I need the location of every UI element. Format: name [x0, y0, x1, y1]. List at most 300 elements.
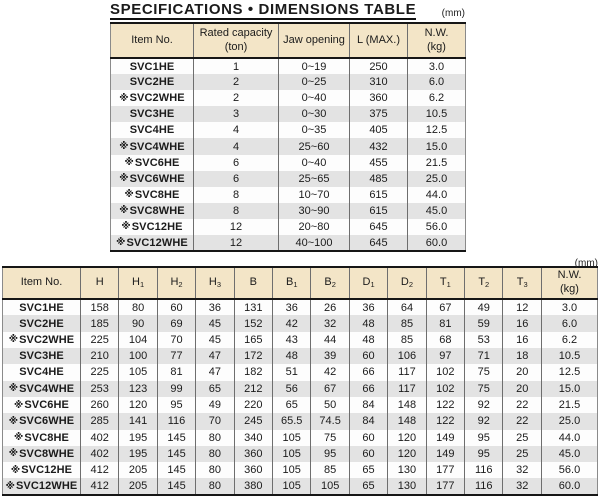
value-cell: 16: [503, 332, 542, 348]
value-cell: 212: [234, 381, 272, 397]
value-cell: 195: [119, 430, 157, 446]
value-cell: 4: [194, 138, 279, 154]
table-row-svc8he: [111, 187, 466, 203]
reference-mark-icon: ※: [124, 157, 134, 169]
value-cell: 104: [119, 332, 157, 348]
value-cell: 60: [157, 299, 195, 315]
value-cell: 141: [119, 413, 157, 429]
item-no-cell: ※SVC8WHE: [8, 447, 75, 460]
value-cell: 117: [388, 381, 426, 397]
reference-mark-icon: ※: [124, 189, 134, 201]
item-no-cell: ※SVC8HE: [124, 188, 180, 201]
value-cell: 47: [196, 348, 234, 364]
value-cell: 25~60: [279, 138, 350, 154]
value-cell: 25: [503, 446, 542, 462]
reference-mark-icon: ※: [14, 399, 24, 411]
value-cell: 65: [273, 397, 311, 413]
value-cell: 0~35: [279, 122, 350, 138]
value-cell: 60: [349, 430, 387, 446]
table-row-svc1he: [111, 58, 466, 74]
value-cell: 145: [157, 478, 195, 494]
value-cell: 75: [465, 381, 503, 397]
item-no-cell: ※SVC4WHE: [8, 382, 75, 395]
value-cell: 44: [311, 332, 349, 348]
reference-mark-icon: ※: [8, 415, 19, 427]
value-cell: 70: [157, 332, 195, 348]
value-cell: 102: [426, 381, 464, 397]
top-table-unit-label: (mm): [441, 8, 465, 19]
dimensions-table: [2, 266, 598, 496]
value-cell: 105: [119, 364, 157, 380]
value-cell: 92: [465, 413, 503, 429]
value-cell: 16: [503, 315, 542, 331]
page-title: SPECIFICATIONS • DIMENSIONS TABLE: [110, 1, 417, 18]
table-row-svc4whe: [111, 138, 466, 154]
value-cell: 15.0: [408, 138, 466, 154]
value-cell: 148: [388, 413, 426, 429]
value-cell: 0~25: [279, 74, 350, 90]
value-cell: 20: [503, 381, 542, 397]
table-row-svc8whe: [3, 446, 598, 462]
column-header-d1: $D_1$: [349, 267, 387, 299]
reference-mark-icon: ※: [121, 221, 131, 233]
item-no-cell: ※SVC6WHE: [119, 172, 185, 185]
value-cell: 102: [426, 364, 464, 380]
value-cell: 20: [503, 364, 542, 380]
reference-mark-icon: ※: [14, 432, 24, 444]
value-cell: 66: [349, 381, 387, 397]
value-cell: 81: [426, 315, 464, 331]
item-no-cell: ※SVC6WHE: [8, 415, 75, 428]
bottom-unit-row: [2, 253, 598, 270]
value-cell: 105: [273, 478, 311, 494]
value-cell: 8: [194, 187, 279, 203]
value-cell: 95: [157, 397, 195, 413]
value-cell: 85: [311, 462, 349, 478]
value-cell: 260: [81, 397, 119, 413]
value-cell: 85: [388, 332, 426, 348]
value-cell: 21.5: [408, 155, 466, 171]
value-cell: 80: [196, 462, 234, 478]
value-cell: 0~40: [279, 155, 350, 171]
value-cell: 66: [349, 364, 387, 380]
value-cell: 245: [234, 413, 272, 429]
value-cell: 10.5: [542, 348, 598, 364]
value-cell: 145: [157, 462, 195, 478]
column-header-rated-capacity: Rated capacity (ton): [194, 23, 279, 58]
value-cell: 77: [157, 348, 195, 364]
specifications-table: [110, 22, 466, 252]
reference-mark-icon: ※: [10, 464, 21, 476]
value-cell: 105: [273, 430, 311, 446]
value-cell: 30~90: [279, 203, 350, 219]
value-cell: 6.0: [408, 74, 466, 90]
value-cell: 116: [465, 462, 503, 478]
column-header-jaw-opening: Jaw opening: [279, 23, 350, 58]
column-header-nw: N.W. (kg): [408, 23, 466, 58]
value-cell: 205: [119, 478, 157, 494]
value-cell: 0~30: [279, 106, 350, 122]
value-cell: 3: [194, 106, 279, 122]
column-header-h: H: [81, 267, 119, 299]
bottom-table-unit-label: (mm): [574, 258, 598, 270]
value-cell: 56.0: [542, 462, 598, 478]
item-no-cell: ※SVC6HE: [124, 156, 180, 169]
value-cell: 116: [157, 413, 195, 429]
column-header-b2: $B_2$: [311, 267, 349, 299]
title-row: [110, 2, 465, 20]
value-cell: 645: [350, 235, 408, 251]
value-cell: 40~100: [279, 235, 350, 251]
value-cell: 12.5: [542, 364, 598, 380]
item-no-cell: ※SVC12HE: [10, 464, 73, 477]
column-header-h2: $H_2$: [157, 267, 195, 299]
value-cell: 74.5: [311, 413, 349, 429]
table-row-svc4whe: [3, 381, 598, 397]
value-cell: 45: [196, 315, 234, 331]
value-cell: 185: [81, 315, 119, 331]
column-header-b1: $B_1$: [273, 267, 311, 299]
reference-mark-icon: ※: [119, 205, 129, 217]
table-row-svc1he: [3, 299, 598, 315]
value-cell: 116: [465, 478, 503, 494]
table-row-svc6he: [3, 397, 598, 413]
value-cell: 32: [503, 462, 542, 478]
value-cell: 25~65: [279, 171, 350, 187]
value-cell: 225: [81, 332, 119, 348]
value-cell: 6.2: [408, 90, 466, 106]
value-cell: 205: [119, 462, 157, 478]
value-cell: 152: [234, 315, 272, 331]
value-cell: 145: [157, 446, 195, 462]
value-cell: 195: [119, 446, 157, 462]
table-row-svc2he: [111, 74, 466, 90]
value-cell: 51: [273, 364, 311, 380]
value-cell: 43: [273, 332, 311, 348]
item-no-cell: ※SVC8WHE: [119, 204, 185, 217]
item-no-cell: ※SVC2WHE: [8, 333, 75, 346]
value-cell: 360: [234, 446, 272, 462]
value-cell: 60: [349, 348, 387, 364]
value-cell: 165: [234, 332, 272, 348]
specifications-table-header: [111, 23, 466, 58]
value-cell: 285: [81, 413, 119, 429]
item-no-cell: SVC2HE: [129, 76, 175, 89]
dimensions-section: [2, 253, 598, 496]
value-cell: 44.0: [408, 187, 466, 203]
table-row-svc12whe: [3, 478, 598, 494]
reference-mark-icon: ※: [8, 448, 19, 460]
value-cell: 39: [311, 348, 349, 364]
value-cell: 45.0: [408, 203, 466, 219]
value-cell: 120: [119, 397, 157, 413]
item-no-cell: ※SVC4WHE: [119, 140, 185, 153]
value-cell: 6: [194, 171, 279, 187]
value-cell: 84: [349, 413, 387, 429]
value-cell: 432: [350, 138, 408, 154]
reference-mark-icon: ※: [116, 237, 126, 249]
value-cell: 47: [196, 364, 234, 380]
value-cell: 6: [194, 155, 279, 171]
value-cell: 3.0: [408, 58, 466, 74]
value-cell: 12: [503, 299, 542, 315]
column-header-h3: $H_3$: [196, 267, 234, 299]
column-header-t3: $T_3$: [503, 267, 542, 299]
table-row-svc4he: [111, 122, 466, 138]
item-no-cell: SVC1HE: [19, 301, 64, 314]
table-row-svc8whe: [111, 203, 466, 219]
value-cell: 120: [388, 446, 426, 462]
value-cell: 6.2: [542, 332, 598, 348]
value-cell: 455: [350, 155, 408, 171]
value-cell: 25: [503, 430, 542, 446]
value-cell: 148: [388, 397, 426, 413]
item-no-cell: ※SVC6HE: [14, 399, 69, 412]
value-cell: 48: [349, 315, 387, 331]
value-cell: 402: [81, 446, 119, 462]
value-cell: 49: [465, 299, 503, 315]
value-cell: 68: [426, 332, 464, 348]
value-cell: 12: [194, 219, 279, 235]
value-cell: 360: [234, 462, 272, 478]
dimensions-table-header: [3, 267, 598, 299]
value-cell: 48: [349, 332, 387, 348]
value-cell: 149: [426, 446, 464, 462]
table-row-svc3he: [111, 106, 466, 122]
item-no-cell: SVC4HE: [19, 366, 64, 379]
value-cell: 80: [196, 478, 234, 494]
value-cell: 75: [465, 364, 503, 380]
value-cell: 106: [388, 348, 426, 364]
value-cell: 122: [426, 413, 464, 429]
table-row-svc12he: [3, 462, 598, 478]
value-cell: 69: [157, 315, 195, 331]
value-cell: 48: [273, 348, 311, 364]
item-no-cell: SVC2HE: [19, 317, 64, 330]
value-cell: 10~70: [279, 187, 350, 203]
reference-mark-icon: ※: [8, 383, 19, 395]
dimensions-table-body: [3, 299, 598, 495]
value-cell: 59: [465, 315, 503, 331]
value-cell: 1: [194, 58, 279, 74]
value-cell: 253: [81, 381, 119, 397]
value-cell: 36: [349, 299, 387, 315]
value-cell: 105: [273, 446, 311, 462]
value-cell: 70: [196, 413, 234, 429]
value-cell: 131: [234, 299, 272, 315]
table-row-svc2he: [3, 315, 598, 331]
value-cell: 60: [349, 446, 387, 462]
value-cell: 36: [273, 299, 311, 315]
value-cell: 12.5: [408, 122, 466, 138]
item-no-cell: ※SVC12HE: [121, 220, 183, 233]
value-cell: 80: [196, 446, 234, 462]
value-cell: 0~19: [279, 58, 350, 74]
reference-mark-icon: ※: [8, 334, 19, 346]
column-header-item-no: Item No.: [111, 23, 194, 58]
value-cell: 145: [157, 430, 195, 446]
value-cell: 105: [273, 462, 311, 478]
value-cell: 6.0: [542, 315, 598, 331]
value-cell: 177: [426, 478, 464, 494]
value-cell: 405: [350, 122, 408, 138]
reference-mark-icon: ※: [119, 141, 129, 153]
column-header-h1: $H_1$: [119, 267, 157, 299]
item-no-cell: ※SVC12WHE: [5, 480, 78, 493]
value-cell: 65: [196, 381, 234, 397]
table-row-svc2whe: [111, 90, 466, 106]
table-row-svc6whe: [3, 413, 598, 429]
value-cell: 99: [157, 381, 195, 397]
value-cell: 50: [311, 397, 349, 413]
value-cell: 380: [234, 478, 272, 494]
value-cell: 95: [311, 446, 349, 462]
value-cell: 105: [311, 478, 349, 494]
table-row-svc4he: [3, 364, 598, 380]
item-no-cell: ※SVC8HE: [14, 431, 69, 444]
value-cell: 130: [388, 462, 426, 478]
value-cell: 56: [273, 381, 311, 397]
value-cell: 2: [194, 90, 279, 106]
column-header-nw: N.W. (kg): [542, 267, 598, 299]
value-cell: 81: [157, 364, 195, 380]
reference-mark-icon: ※: [119, 173, 129, 185]
value-cell: 25.0: [408, 171, 466, 187]
value-cell: 15.0: [542, 381, 598, 397]
table-row-svc6whe: [111, 171, 466, 187]
table-row-svc2whe: [3, 332, 598, 348]
value-cell: 21.5: [542, 397, 598, 413]
value-cell: 80: [196, 430, 234, 446]
value-cell: 65.5: [273, 413, 311, 429]
item-no-cell: SVC3HE: [129, 108, 175, 121]
value-cell: 45: [196, 332, 234, 348]
value-cell: 95: [465, 446, 503, 462]
item-no-cell: SVC1HE: [129, 60, 175, 73]
table-row-svc12he: [111, 219, 466, 235]
value-cell: 95: [465, 430, 503, 446]
value-cell: 3.0: [542, 299, 598, 315]
value-cell: 71: [465, 348, 503, 364]
value-cell: 360: [350, 90, 408, 106]
value-cell: 172: [234, 348, 272, 364]
value-cell: 44.0: [542, 430, 598, 446]
value-cell: 49: [196, 397, 234, 413]
value-cell: 0~40: [279, 90, 350, 106]
value-cell: 485: [350, 171, 408, 187]
value-cell: 220: [234, 397, 272, 413]
value-cell: 10.5: [408, 106, 466, 122]
value-cell: 117: [388, 364, 426, 380]
value-cell: 45.0: [542, 446, 598, 462]
value-cell: 97: [426, 348, 464, 364]
value-cell: 4: [194, 122, 279, 138]
value-cell: 20~80: [279, 219, 350, 235]
column-header-d2: $D_2$: [388, 267, 426, 299]
value-cell: 2: [194, 74, 279, 90]
value-cell: 56.0: [408, 219, 466, 235]
value-cell: 615: [350, 203, 408, 219]
value-cell: 123: [119, 381, 157, 397]
value-cell: 158: [81, 299, 119, 315]
value-cell: 36: [196, 299, 234, 315]
value-cell: 412: [81, 478, 119, 494]
value-cell: 225: [81, 364, 119, 380]
item-no-cell: SVC3HE: [19, 350, 64, 363]
value-cell: 120: [388, 430, 426, 446]
item-no-cell: ※SVC12WHE: [116, 236, 188, 249]
value-cell: 182: [234, 364, 272, 380]
item-no-cell: SVC4HE: [129, 124, 175, 137]
value-cell: 130: [388, 478, 426, 494]
column-header-item-no: Item No.: [3, 267, 81, 299]
value-cell: 60.0: [408, 235, 466, 251]
table-row-svc3he: [3, 348, 598, 364]
value-cell: 92: [465, 397, 503, 413]
value-cell: 375: [350, 106, 408, 122]
value-cell: 645: [350, 219, 408, 235]
table-row-svc8he: [3, 430, 598, 446]
value-cell: 310: [350, 74, 408, 90]
value-cell: 8: [194, 203, 279, 219]
column-header-t2: $T_2$: [465, 267, 503, 299]
reference-mark-icon: ※: [5, 480, 15, 492]
value-cell: 32: [503, 478, 542, 494]
value-cell: 177: [426, 462, 464, 478]
value-cell: 75: [311, 430, 349, 446]
value-cell: 42: [273, 315, 311, 331]
column-header-l-max: L (MAX.): [350, 23, 408, 58]
value-cell: 42: [311, 364, 349, 380]
value-cell: 122: [426, 397, 464, 413]
value-cell: 26: [311, 299, 349, 315]
value-cell: 402: [81, 430, 119, 446]
value-cell: 412: [81, 462, 119, 478]
value-cell: 22: [503, 413, 542, 429]
value-cell: 67: [311, 381, 349, 397]
value-cell: 80: [119, 299, 157, 315]
value-cell: 22: [503, 397, 542, 413]
value-cell: 53: [465, 332, 503, 348]
column-header-b: B: [234, 267, 272, 299]
value-cell: 25.0: [542, 413, 598, 429]
value-cell: 64: [388, 299, 426, 315]
value-cell: 65: [349, 462, 387, 478]
value-cell: 210: [81, 348, 119, 364]
value-cell: 32: [311, 315, 349, 331]
value-cell: 60.0: [542, 478, 598, 494]
table-row-svc12whe: [111, 235, 466, 251]
reference-mark-icon: ※: [119, 92, 129, 104]
value-cell: 250: [350, 58, 408, 74]
value-cell: 18: [503, 348, 542, 364]
specifications-table-body: [111, 58, 466, 251]
column-header-t1: $T_1$: [426, 267, 464, 299]
table-row-svc6he: [111, 155, 466, 171]
value-cell: 90: [119, 315, 157, 331]
item-no-cell: ※SVC2WHE: [119, 92, 185, 105]
value-cell: 149: [426, 430, 464, 446]
value-cell: 100: [119, 348, 157, 364]
value-cell: 340: [234, 430, 272, 446]
value-cell: 85: [388, 315, 426, 331]
value-cell: 67: [426, 299, 464, 315]
value-cell: 84: [349, 397, 387, 413]
value-cell: 65: [349, 478, 387, 494]
specifications-section: [110, 2, 465, 252]
value-cell: 615: [350, 187, 408, 203]
value-cell: 12: [194, 235, 279, 251]
